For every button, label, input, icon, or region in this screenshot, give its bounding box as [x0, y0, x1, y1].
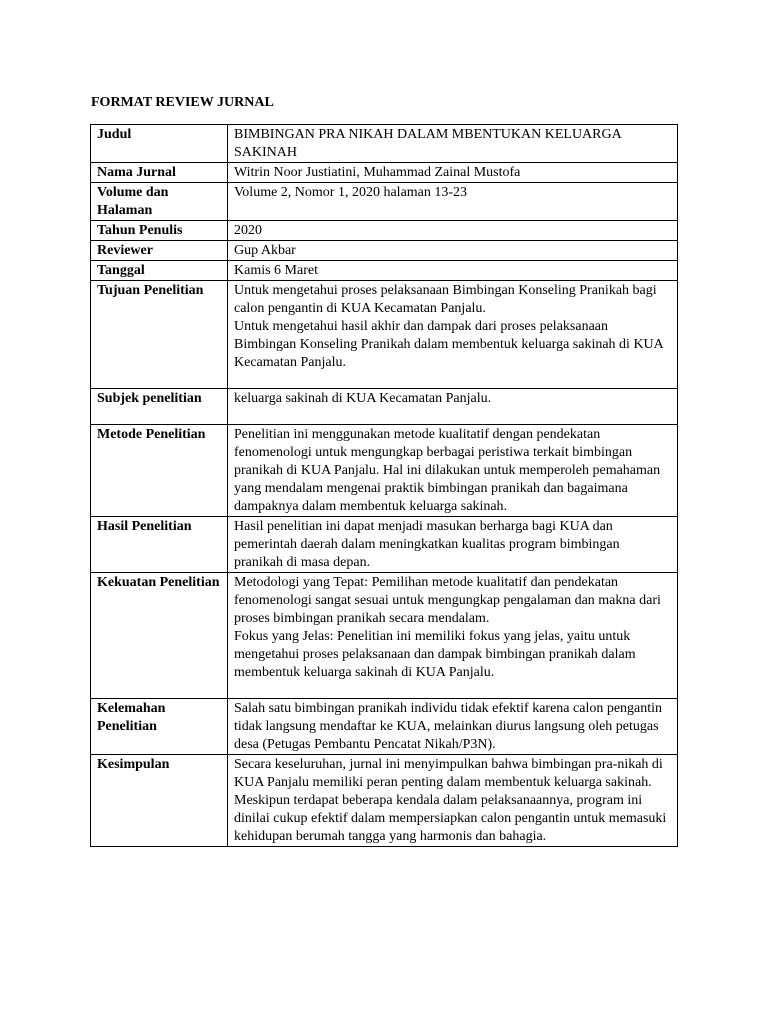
row-label-reviewer: Reviewer — [91, 241, 228, 261]
row-value-tujuan-penelitian — [228, 281, 678, 389]
row-label-tahun-penulis: Tahun Penulis — [91, 221, 228, 241]
row-label-kekuatan-penelitian: Kekuatan Penelitian — [91, 573, 228, 699]
table-row — [91, 573, 678, 699]
row-value-tanggal: Kamis 6 Maret — [228, 261, 678, 281]
table-row — [91, 125, 678, 163]
page-title: FORMAT REVIEW JURNAL — [91, 95, 274, 110]
row-value-reviewer: Gup Akbar — [228, 241, 678, 261]
row-label-tanggal: Tanggal — [91, 261, 228, 281]
row-label-volume-halaman: Volume dan Halaman — [91, 183, 228, 221]
table-row — [91, 163, 678, 183]
row-value-kekuatan-penelitian — [228, 573, 678, 699]
row-label-nama-jurnal: Nama Jurnal — [91, 163, 228, 183]
row-value-subjek-penelitian: keluarga sakinah di KUA Kecamatan Panjalu. — [228, 389, 678, 425]
kekuatan-text: Metodologi yang Tepat: Pemilihan metode kualitatif dan pendekatan fenomenologi sangat sesuai untuk mengungkap pengalaman dan makna dari proses bimbingan pranikah secara mendalam. Fokus yang Jelas: Penelitian ini memiliki fokus yang jelas, yaitu untuk mengetahui proses pelaksanaan dan dampak bimbingan pranikah dalam membentuk keluarga sakinah di KUA Panjalu. — [234, 575, 661, 680]
row-label-judul: Judul — [91, 125, 228, 163]
row-value-judul: BIMBINGAN PRA NIKAH DALAM MBENTUKAN KELUARGA SAKINAH — [228, 125, 678, 163]
row-value-volume-halaman: Volume 2, Nomor 1, 2020 halaman 13-23 — [228, 183, 678, 221]
row-value-kesimpulan: Secara keseluruhan, jurnal ini menyimpulkan bahwa bimbingan pra-nikah di KUA Panjalu memiliki peran penting dalam membentuk keluarga sakinah. Meskipun terdapat beberapa kendala dalam pelaksanaannya, program ini dinilai cukup efektif dalam mempersiapkan calon pengantin untuk memasuki kehidupan berumah tangga yang harmonis dan bahagia. — [228, 755, 678, 847]
row-value-kelemahan-penelitian: Salah satu bimbingan pranikah individu tidak efektif karena calon pengantin tidak langsung mendaftar ke KUA, melainkan diurus langsung oleh petugas desa (Petugas Pembantu Pencatat Nikah/P3N). — [228, 699, 678, 755]
row-value-tahun-penulis: 2020 — [228, 221, 678, 241]
row-label-tujuan-penelitian: Tujuan Penelitian — [91, 281, 228, 389]
row-label-hasil-penelitian: Hasil Penelitian — [91, 517, 228, 573]
row-label-subjek-penelitian: Subjek penelitian — [91, 389, 228, 425]
table-row — [91, 183, 678, 221]
table-row — [91, 241, 678, 261]
row-value-nama-jurnal: Witrin Noor Justiatini, Muhammad Zainal Mustofa — [228, 163, 678, 183]
table-row — [91, 281, 678, 389]
row-value-metode-penelitian: Penelitian ini menggunakan metode kualitatif dengan pendekatan fenomenologi untuk mengungkap berbagai peristiwa terkait bimbingan pranikah di KUA Panjalu. Hal ini dilakukan untuk memperoleh pemahaman yang mendalam mengenai praktik bimbingan pranikah dan bagaimana dampaknya dalam membentuk keluarga sakinah. — [228, 425, 678, 517]
review-table — [90, 124, 678, 847]
row-label-metode-penelitian: Metode Penelitian — [91, 425, 228, 517]
row-label-kelemahan-penelitian: Kelemahan Penelitian — [91, 699, 228, 755]
table-row — [91, 517, 678, 573]
tujuan-text: Untuk mengetahui proses pelaksanaan Bimbingan Konseling Pranikah bagi calon pengantin di KUA Kecamatan Panjalu. Untuk mengetahui hasil akhir dan dampak dari proses pelaksanaan Bimbingan Konseling Pranikah dalam membentuk keluarga sakinah di KUA Kecamatan Panjalu. — [234, 283, 663, 370]
table-row — [91, 389, 678, 425]
table-row — [91, 755, 678, 847]
row-label-kesimpulan: Kesimpulan — [91, 755, 228, 847]
table-row — [91, 425, 678, 517]
row-value-hasil-penelitian: Hasil penelitian ini dapat menjadi masukan berharga bagi KUA dan pemerintah daerah dalam meningkatkan kualitas program bimbingan pranikah di masa depan. — [228, 517, 678, 573]
table-row — [91, 221, 678, 241]
table-row — [91, 261, 678, 281]
table-row — [91, 699, 678, 755]
